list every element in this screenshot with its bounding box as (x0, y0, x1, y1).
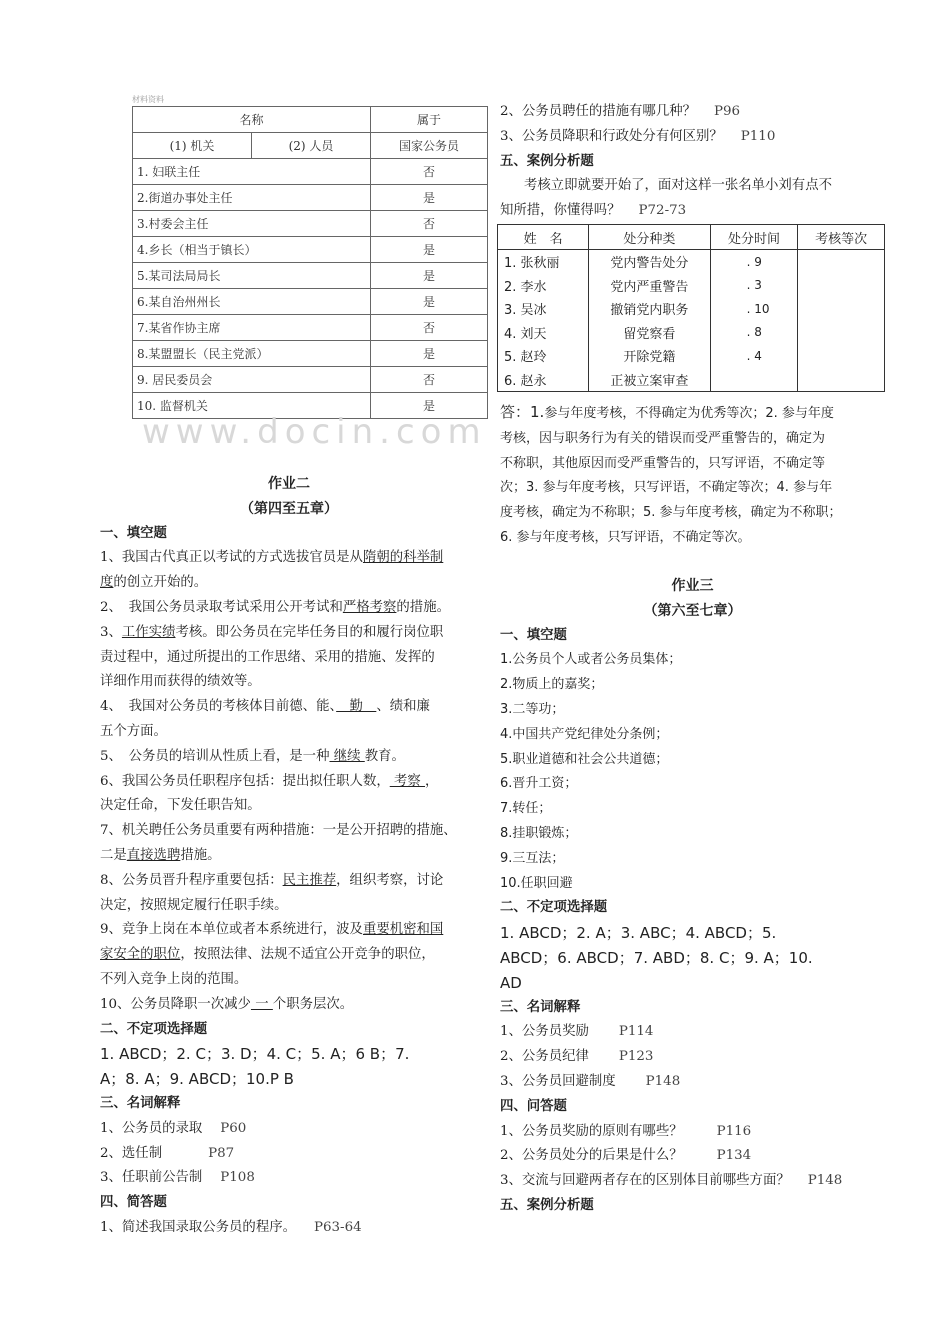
hw2-q4-cont: 五个方面。 (100, 723, 167, 739)
hw3-fill-3: 3.二等功； (500, 701, 565, 717)
scan-row-value: 是 (371, 237, 488, 263)
scan-row-value: 是 (371, 263, 488, 289)
case-text-2: 知所措，你懂得吗？ P72-73 (500, 203, 687, 219)
cell-name: 4. 刘天 (498, 321, 589, 345)
hw2-section-choice: 二、不定项选择题 (100, 1021, 208, 1037)
hw2-section-case: 五、案例分析题 (500, 153, 594, 169)
cell-grade (798, 368, 885, 392)
hw2-q7-cont: 二是直接选聘措施。 (100, 847, 221, 863)
hw3-section-qa: 四、问答题 (500, 1098, 567, 1114)
scan-row-value: 是 (371, 341, 488, 367)
cell-time: . 10 (710, 297, 798, 321)
cell-name: 6. 赵永 (498, 368, 589, 392)
hw3-qa-2: 2、公务员处分的后果是什么？ P134 (500, 1148, 752, 1164)
hw2-q7: 7、机关聘任公务员重要有两种措施：一是公开招聘的措施、 (100, 823, 457, 839)
cell-time: . 3 (710, 274, 798, 298)
discipline-case-table (497, 224, 885, 392)
scan-row-name: 10. 监督机关 (133, 393, 371, 419)
scan-row-value: 是 (371, 393, 488, 419)
hw3-title: 作业三 (671, 578, 714, 594)
homework-two-section (100, 472, 478, 1241)
cell-name: 2. 李水 (498, 274, 589, 298)
cell-type: 党内严重警告 (589, 274, 710, 298)
hw2-term-3: 3、任职前公告制 P108 (100, 1170, 255, 1186)
cell-type: 撤销党内职务 (589, 297, 710, 321)
hw2-q1: 1、我国古代真正以考试的方式选拔官员是从隋朝的科举制 (100, 550, 444, 566)
table-row (133, 159, 488, 185)
hw3-choice-line1: 1. ABCD；2. A；3. ABC；4. ABCD；5. (500, 924, 777, 943)
hw2-q8: 8、公务员晋升程序重要包括：民主推荐，组织考察，讨论 (100, 872, 444, 888)
table-row (133, 237, 488, 263)
scan-row-value: 是 (371, 185, 488, 211)
hw3-fill-4: 4.中国共产党纪律处分条例； (500, 726, 669, 742)
hw3-qa-3: 3、交流与回避两者存在的区别体目前哪些方面？ P148 (500, 1173, 843, 1189)
hw2-section-short: 四、简答题 (100, 1195, 167, 1211)
scan-row-name: 3.村委会主任 (133, 211, 371, 237)
hw3-section-choice: 二、不定项选择题 (500, 900, 608, 916)
scan-row-value: 否 (371, 367, 488, 393)
hw2-q4: 4、 我国对公务员的考核体目前德、能、 勤 、绩和廉 (100, 699, 430, 715)
hw3-section-fill: 一、填空题 (500, 627, 567, 643)
hw2-choice-line2: A；8. A；9. ABCD；10.P B (100, 1070, 294, 1089)
hw2-q5: 5、 公务员的培训从性质上看，是一种 继续 教育。 (100, 748, 405, 764)
answer-line-4: 次；3. 参与年度考核，只写评语，不确定等次；4. 参与年 (500, 480, 833, 496)
hw2-section-terms: 三、名词解释 (100, 1095, 181, 1111)
hw3-section-terms: 三、名词解释 (500, 999, 581, 1015)
scan-header-name: 名称 (133, 107, 371, 133)
cell-type: 正被立案审查 (589, 368, 710, 392)
hw2-q1-cont: 度的创立开始的。 (100, 575, 208, 591)
cell-time: . 8 (710, 321, 798, 345)
cell-grade (798, 297, 885, 321)
cell-grade (798, 321, 885, 345)
watermark: www.docin.com (142, 412, 487, 452)
hw2-title: 作业二 (268, 476, 310, 492)
scan-row-value: 是 (371, 289, 488, 315)
hw3-term-1: 1、公务员奖励 P114 (500, 1024, 654, 1040)
homework-three-section (500, 574, 885, 1219)
table-row (498, 250, 885, 274)
hw2-section-fill: 一、填空题 (100, 525, 167, 541)
hw3-choice-line2: ABCD；6. ABCD；7. ABD；8. C；9. A；10. (500, 948, 813, 967)
table-row (133, 367, 488, 393)
hw2-short-1: 1、简述我国录取公务员的程序。 P63-64 (100, 1219, 362, 1235)
table-row (133, 315, 488, 341)
hw3-section-case: 五、案例分析题 (500, 1197, 594, 1213)
right-top-section (500, 100, 885, 224)
cell-time: . 9 (710, 250, 798, 274)
scan-header-person: (2) 人员 (251, 133, 370, 159)
cell-grade (798, 344, 885, 368)
scan-row-value: 否 (371, 159, 488, 185)
hw3-fill-9: 9.三互法； (500, 850, 565, 866)
scan-row-value: 否 (371, 211, 488, 237)
table-row (498, 274, 885, 298)
scan-header-belong: 属于 (371, 107, 488, 133)
cell-name: 3. 吴冰 (498, 297, 589, 321)
answer-line-1: 答：1.参与年度考核，不得确定为优秀等次；2. 参与年度 (500, 403, 834, 421)
hw2-q8-cont: 决定，按照规定履行任职手续。 (100, 897, 288, 913)
hw3-fill-10: 10.任职回避 (500, 875, 573, 891)
table-row (498, 297, 885, 321)
cell-type: 开除党籍 (589, 344, 710, 368)
table-row (133, 263, 488, 289)
scan-row-value: 否 (371, 315, 488, 341)
answer-line-6: 6. 参与年度考核，只写评语，不确定等次。 (500, 529, 751, 545)
table-row (133, 211, 488, 237)
hw3-fill-7: 7.转任； (500, 801, 552, 817)
scan-row-name: 6.某自治州州长 (133, 289, 371, 315)
hw2-short-3: 3、公务员降职和行政处分有何区别？ P110 (500, 128, 776, 144)
col-header-type: 处分种类 (589, 225, 710, 250)
table-row (133, 341, 488, 367)
scanned-table-image (132, 94, 488, 452)
hw2-term-1: 1、公务员的录取 P60 (100, 1120, 247, 1136)
cell-name: 5. 赵玲 (498, 344, 589, 368)
scan-row-name: 4.乡长（相当于镇长） (133, 237, 371, 263)
table-row (498, 321, 885, 345)
case-text-1: 考核立即就要开始了，面对这样一张名单小刘有点不 (524, 178, 832, 194)
hw3-subtitle: （第六至七章） (643, 602, 742, 619)
scan-caption: 材料资料 (132, 95, 164, 104)
hw2-q6: 6、我国公务员任职程序包括：提出拟任职人数， 考察 ， (100, 773, 439, 789)
hw2-q9-cont2: 不列入竞争上岗的范围。 (100, 971, 248, 987)
hw2-q3: 3、工作实绩考核。即公务员在完毕任务目的和履行岗位职 (100, 624, 444, 640)
scan-header-civil: 国家公务员 (371, 133, 488, 159)
hw2-subtitle: （第四至五章） (240, 500, 338, 517)
cell-grade (798, 274, 885, 298)
table-row (133, 289, 488, 315)
cell-type: 党内警告处分 (589, 250, 710, 274)
hw2-q9: 9、竞争上岗在本单位或者本系统进行，波及重要机密和国 (100, 922, 444, 938)
hw3-term-2: 2、公务员纪律 P123 (500, 1049, 654, 1065)
table-row (498, 344, 885, 368)
hw3-fill-6: 6.晋升工资； (500, 776, 578, 792)
hw2-q3-cont1: 责过程中，通过所提出的工作思绪、采用的措施、发挥的 (100, 649, 435, 665)
col-header-time: 处分时间 (710, 225, 798, 250)
hw3-qa-1: 1、公务员奖励的原则有哪些？ P116 (500, 1123, 752, 1139)
hw2-q2: 2、 我国公务员录取考试采用公开考试和严格考察的措施。 (100, 599, 450, 615)
scan-header-organ: (1) 机关 (133, 133, 252, 159)
hw3-fill-8: 8.挂职锻炼； (500, 825, 578, 841)
hw2-q10: 10、公务员降职一次减少 一 个职务层次。 (100, 996, 354, 1012)
table-row (133, 185, 488, 211)
answer-line-5: 度考核，确定为不称职；5. 参与年度考核，确定为不称职； (500, 505, 842, 521)
col-header-name: 姓 名 (498, 225, 589, 250)
hw3-term-3: 3、公务员回避制度 P148 (500, 1073, 681, 1089)
scan-row-name: 5.某司法局局长 (133, 263, 371, 289)
hw2-term-2: 2、选任制 P87 (100, 1145, 235, 1161)
hw2-q6-cont: 决定任命，下发任职告知。 (100, 798, 261, 814)
hw3-fill-2: 2.物质上的嘉奖； (500, 677, 604, 693)
scan-row-name: 9. 居民委员会 (133, 367, 371, 393)
case-answer (500, 400, 885, 551)
cell-time (710, 368, 798, 392)
hw3-fill-5: 5.职业道德和社会公共道德； (500, 751, 669, 767)
official-classification-table (132, 106, 488, 419)
table-row (498, 368, 885, 392)
cell-type: 留党察看 (589, 321, 710, 345)
hw2-q9-cont1: 家安全的职位，按照法律、法规不适宜公开竞争的职位， (100, 947, 435, 963)
answer-line-2: 考核，因与职务行为有关的错误而受严重警告的，确定为 (500, 430, 826, 446)
cell-name: 1. 张秋丽 (498, 250, 589, 274)
cell-time: . 4 (710, 344, 798, 368)
scan-row-name: 7.某省作协主席 (133, 315, 371, 341)
scan-row-name: 2.街道办事处主任 (133, 185, 371, 211)
hw2-q3-cont2: 详细作用而获得的绩效等。 (100, 674, 261, 690)
hw3-choice-line3: AD (500, 973, 522, 992)
scan-row-name: 8.某盟盟长（民主党派） (133, 341, 371, 367)
hw3-fill-1: 1.公务员个人或者公务员集体； (500, 652, 682, 668)
answer-line-3: 不称职，其他原因而受严重警告的，只写评语，不确定等 (500, 455, 826, 471)
hw2-choice-line1: 1. ABCD；2. C；3. D；4. C；5. A；6 B；7. (100, 1045, 410, 1064)
cell-grade (798, 250, 885, 274)
hw2-short-2: 2、公务员聘任的措施有哪几种？ P96 (500, 104, 741, 119)
scan-row-name: 1. 妇联主任 (133, 159, 371, 185)
col-header-grade: 考核等次 (798, 225, 885, 250)
